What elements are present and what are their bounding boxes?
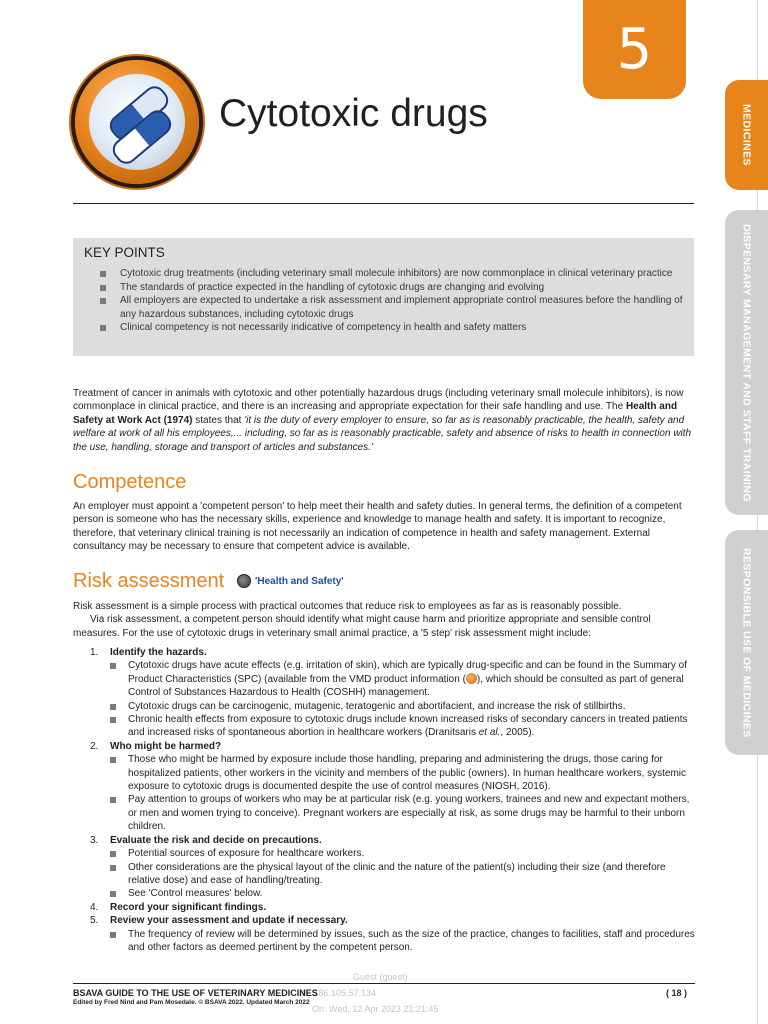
step-item: [110, 659, 695, 699]
step-number: 4.: [90, 901, 99, 913]
step-item-text: , 2005).: [500, 727, 535, 739]
key-point: The standards of practice expected in the handling of cytotoxic drugs are changing and evolving: [100, 281, 686, 295]
chapter-number: 5: [616, 17, 653, 82]
step-number: 1.: [90, 647, 99, 658]
key-points-heading: KEY POINTS: [84, 245, 165, 260]
risk-text: Risk assessment is a simple process with practical outcomes that reduce risk to employees as far as is reasonably possible.: [73, 601, 622, 612]
step-number: 2.: [90, 740, 99, 752]
risk-paragraph: [73, 600, 695, 640]
intro-text: states that: [192, 414, 245, 426]
act-name: Health and Safety at Work Act (1974): [73, 401, 678, 426]
step-heading: Who might be harmed?: [110, 740, 222, 752]
side-tab-label: DISPENSARY MANAGEMENT AND STAFF TRAINING: [740, 223, 753, 502]
step-item-text: et al.: [478, 727, 501, 739]
step-number: 5.: [90, 915, 99, 927]
step-item-text: ), which should be consulted as part of general Control of Substances Hazardous to Health (COSHH) management.: [128, 673, 684, 699]
step-item: Pay attention to groups of workers who may be at particular risk (e.g. young workers, trainees and new and expectant mothers, or men and women trying to conceive). Pregnant workers are especially at risk, as some drugs may be harmful to their unborn children.: [110, 793, 695, 833]
page-title: Cytotoxic drugs: [219, 92, 488, 135]
vmd-link-icon[interactable]: [466, 673, 477, 684]
watermark-line: IP: 186.105.57.134: [300, 988, 377, 998]
watermark-line: On: Wed, 12 Apr 2023 21:21:45: [312, 1004, 439, 1014]
step-item: Those who might be harmed by exposure include those handling, preparing and administering the drugs, those caring for hospitalized patients, other workers in the vicinity and members of the public (owners). In human healthcare workers, systemic exposure to cytotoxic drugs is documented despite the use of control measures (NIOSH, 2016).: [110, 753, 695, 793]
key-point: All employers are expected to undertake a risk assessment and implement appropriate control measures before the handling of any hazardous substances, including cytotoxic drugs: [100, 294, 686, 321]
intro-text: Treatment of cancer in animals with cytotoxic and other potentially hazardous drugs (including veterinary small molecule inhibitors), is now commonplace in clinical practice, and there is an increasing and appropriate expectation for their safe handling and use. The: [73, 388, 684, 413]
risk-step: [73, 646, 695, 740]
step-item: [110, 713, 695, 740]
title-divider: [73, 203, 694, 204]
capsule-logo-icon: [75, 60, 199, 184]
key-point: Cytotoxic drug treatments (including veterinary small molecule inhibitors) are now commonplace in clinical veterinary practice: [100, 267, 686, 281]
side-tab-responsible-use[interactable]: [725, 530, 768, 755]
side-tab-medicines[interactable]: [725, 80, 768, 190]
risk-step: [73, 740, 695, 834]
step-item: See 'Control measures' below.: [110, 887, 695, 900]
health-safety-link-label: 'Health and Safety': [255, 575, 344, 587]
risk-assessment-heading: Risk assessment: [73, 570, 225, 592]
competence-paragraph: An employer must appoint a 'competent person' to help meet their health and safety duties. In general terms, the definition of a competent person is someone who has the necessary skills, experience and knowledge to manage health and safety. It is important to recognize, therefore, that veterinary clinical training is not necessarily an indication of competence in health and safety management. External consultancy may be necessary to ensure that competent advice is available.: [73, 501, 682, 553]
step-item: Other considerations are the physical layout of the clinic and the nature of the patient(s) including their size (and therefore relative dose) and ease of handling/treating.: [110, 861, 695, 888]
step-heading: Evaluate the risk and decide on precautions.: [110, 834, 322, 846]
risk-text: Via risk assessment, a competent person should identify what might cause harm and prioritize appropriate and sensible control measures. For the use of cytotoxic drugs in veterinary small animal practice, a '5 step' risk assessment might include:: [73, 614, 651, 639]
step-heading: Record your significant findings.: [110, 901, 267, 913]
watermark-line: Guest (guest): [353, 972, 408, 982]
risk-step: [73, 834, 695, 901]
act-quote: 'it is the duty of every employer to ensure, so far as is reasonably practicable, the health, safety and welfare at work of all his employees,... including, so far as is reasonably practicable, safety and absence of risks to health in connection with the use, handling, storage and transport of articles and substances.': [73, 414, 692, 453]
health-safety-link[interactable]: [237, 574, 344, 588]
step-heading: Identify the hazards.: [110, 647, 207, 658]
intro-paragraph: [73, 387, 695, 454]
step-number: 3.: [90, 834, 99, 846]
footer-credits: Edited by Fred Nind and Pam Mosedale. © BSAVA 2022. Updated March 2022: [73, 999, 310, 1006]
step-item-text: Chronic health effects from exposure to cytotoxic drugs include known increased risks of secondary cancers in treated patients and increased risks of spontaneous abortion in healthcare workers (Dranitsaris: [128, 714, 688, 739]
competence-heading: Competence: [73, 471, 187, 493]
side-tab-label: RESPONSIBLE USE OF MEDICINES: [740, 547, 753, 738]
step-item-text: Cytotoxic drugs have acute effects (e.g. irritation of skin), which are typically drug-specific and can be found in the Summary of Product Characteristics (SPC) (available from the VMD product information (: [128, 660, 687, 685]
key-point: Clinical competency is not necessarily indicative of competency in health and safety matters: [100, 321, 686, 335]
footer-divider: [73, 983, 695, 984]
key-points-box: [73, 238, 694, 356]
footer-title: BSAVA GUIDE TO THE USE OF VETERINARY MEDICINES: [73, 988, 318, 998]
risk-step: [73, 901, 695, 914]
step-item: Cytotoxic drugs can be carcinogenic, mutagenic, teratogenic and abortifacient, and increase the risk of stillbirths.: [110, 700, 695, 713]
risk-steps-list: [73, 646, 695, 954]
step-item: The frequency of review will be determined by issues, such as the size of the practice, changes to facilities, staff and procedures and other factors as deemed pertinent by the competent person.: [110, 928, 695, 955]
side-tab-dispensary[interactable]: [725, 210, 768, 515]
step-heading: Review your assessment and update if necessary.: [110, 915, 348, 927]
page-number: ( 18 ): [666, 988, 688, 998]
side-tab-label: MEDICINES: [740, 104, 753, 166]
globe-icon: [237, 574, 251, 588]
step-item: Potential sources of exposure for healthcare workers.: [110, 847, 695, 860]
risk-step: [73, 914, 695, 954]
chapter-number-tab: [583, 0, 686, 99]
